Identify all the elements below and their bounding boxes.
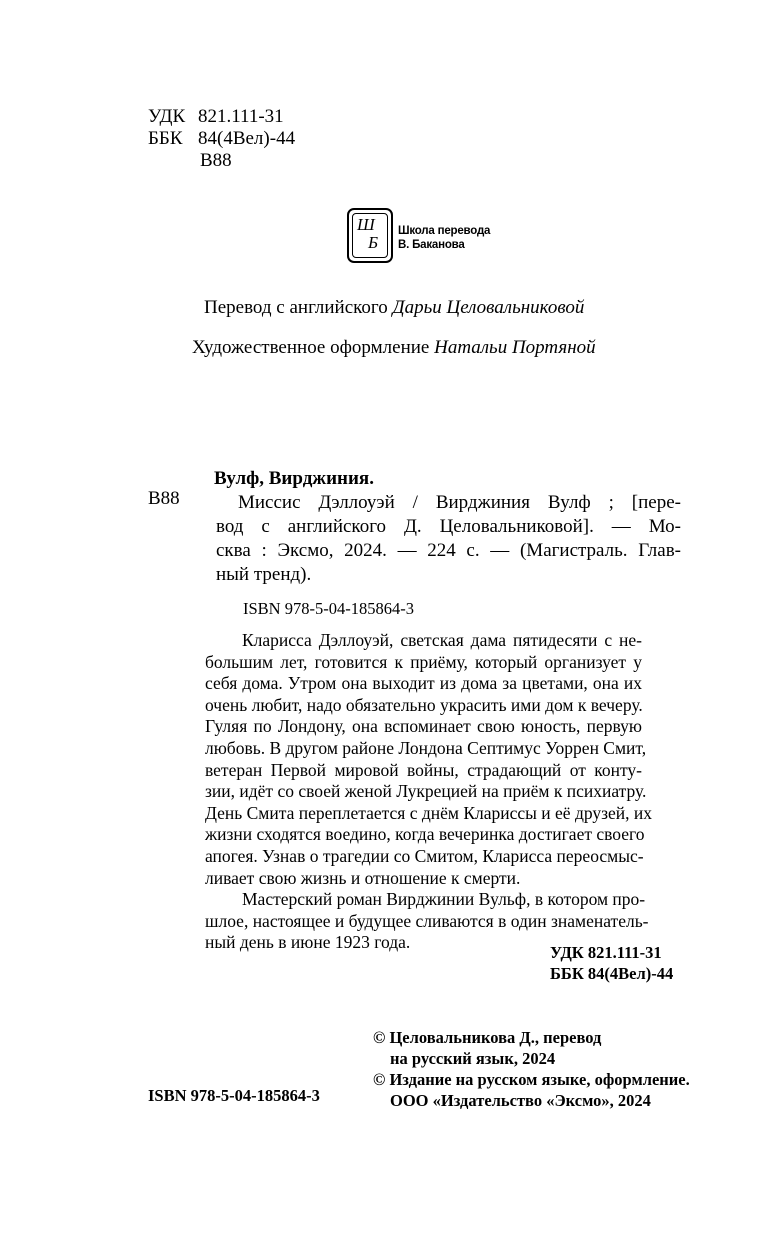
catalog-isbn: ISBN 978-5-04-185864-3 [243,599,414,618]
copyright-line: © Издание на русском языке, оформление. [373,1070,690,1089]
annotation-line: себя дома. Утром она выходит из дома за цветами, она их [205,673,642,694]
author-mark-top: В88 [200,150,232,171]
design-prefix: Художественное оформление [192,337,430,358]
classification-block-top [148,106,295,172]
design-credit [192,337,596,359]
catalog-entry-line: Миссис Дэллоуэй / Вирджиния Вулф ; [пере- [238,492,681,513]
logo-caption [398,224,490,252]
annotation-line: ливает свою жизнь и отношение к смерти. [205,867,521,888]
copyright-block [373,1027,690,1111]
annotation-line: День Смита переплетается с днём Клариссы и её друзей, их [205,802,653,823]
copyright-line: на русский язык, 2024 [390,1049,556,1068]
catalog-entry-line: ный тренд). [216,564,312,585]
annotation-line: шлое, настоящее и будущее сливаются в один знаменатель- [205,910,649,931]
annotation-line: Мастерский роман Вирджинии Вульф, в котором про- [242,889,646,910]
udk-value: 821.111-31 [198,106,284,127]
catalog-entry [216,491,681,587]
translation-credit [204,297,584,319]
designer-name: Натальи Портяной [434,337,596,358]
catalog-entry-line: вод с английского Д. Целовальниковой]. — Мо- [216,516,681,537]
logo-line-2: В. Баканова [398,239,465,251]
annotation-line: ный день в июне 1923 года. [205,932,411,953]
copyright-line: © Целовальникова Д., перевод [373,1028,602,1047]
annotation-line: Кларисса Дэллоуэй, светская дама пятидесяти с не- [242,630,642,650]
bbk-label: ББК [148,128,183,149]
footer-isbn: ISBN 978-5-04-185864-3 [148,1086,320,1105]
logo-glyph-top: Ш [357,215,375,234]
annotation-line: Гуляя по Лондону, она вспоминает свою юность, первую [205,716,642,737]
catalog-heading: Вулф, Вирджиния. [214,468,374,489]
copyright-line: ООО «Издательство «Эксмо», 2024 [390,1091,651,1110]
catalog-mark: В88 [148,488,180,509]
translation-prefix: Перевод с английского [204,297,388,318]
udk-bottom: УДК 821.111-31 [550,943,662,962]
annotation-line: ветеран Первой мировой войны, страдающий от конту- [205,759,642,780]
logo-line-1: Школа перевода [398,225,491,237]
annotation-line: зии, идёт со своей женой Лукрецией на приём к психиатру. [205,781,647,802]
bbk-value: 84(4Вел)-44 [198,128,296,149]
annotation-line: апогея. Узнав о трагедии со Смитом, Кларисса переосмыс- [205,845,644,866]
translator-name: Дарьи Целовальниковой [392,297,585,318]
annotation-line: жизни сходятся воедино, когда вечеринка достигает своего [205,824,645,845]
annotation-line: любовь. В другом районе Лондона Септимус Уоррен Смит, [205,737,647,758]
annotation-line: большим лет, готовится к приёму, который организует у [205,651,642,672]
catalog-entry-line: сква : Эксмо, 2024. — 224 с. — (Магистраль. Глав- [216,540,681,561]
logo-glyph-bottom: Б [368,233,379,252]
udk-label: УДК [148,106,186,127]
school-logo-icon [347,208,393,263]
annotation-line: очень любит, надо обязательно украсить ими дом к вечеру. [205,694,643,715]
bbk-bottom: ББК 84(4Вел)-44 [550,964,674,983]
